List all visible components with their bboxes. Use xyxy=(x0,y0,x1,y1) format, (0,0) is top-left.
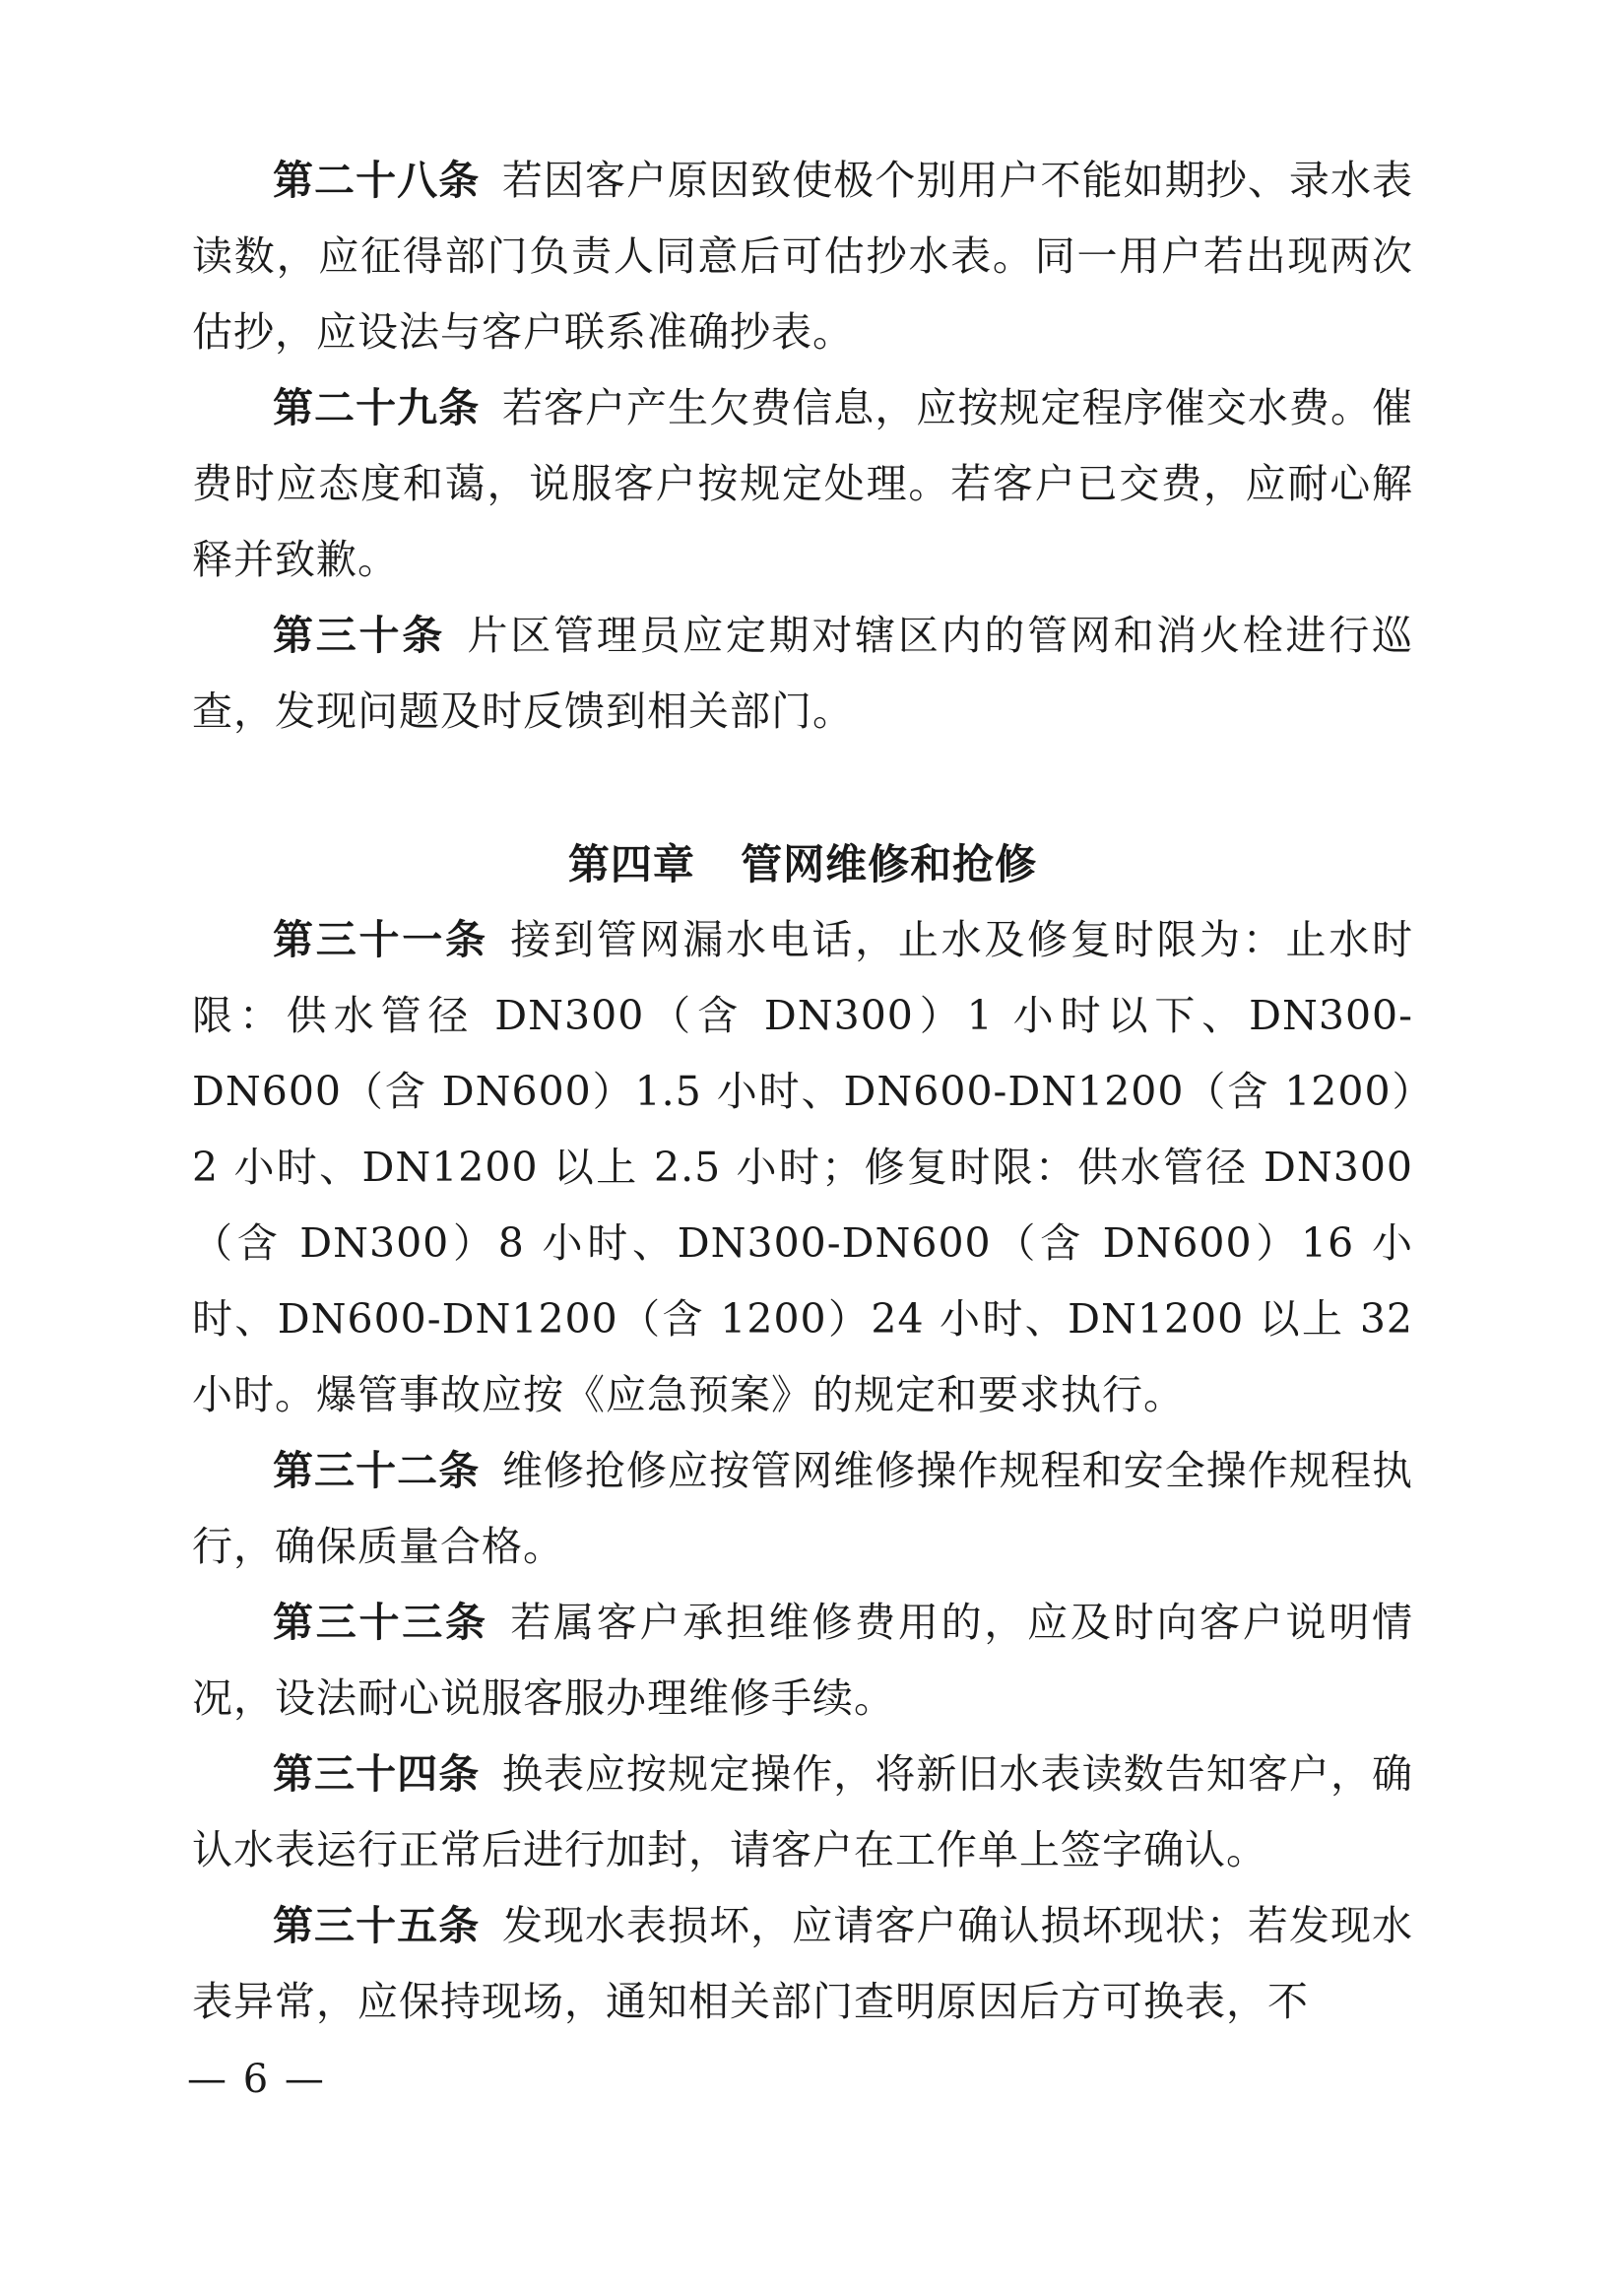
article-34 xyxy=(192,1737,1413,1888)
chapter-number: 第四章 xyxy=(567,840,695,888)
article-32 xyxy=(192,1433,1413,1585)
article-text: 片区管理员应定期对辖区内的管网和消火栓进行巡查，发现问题及时反馈到相关部门。 xyxy=(192,612,1413,735)
chapter-heading xyxy=(192,826,1413,902)
article-30 xyxy=(192,598,1413,750)
article-text: 换表应按规定操作，将新旧水表读数告知客户，确认水表运行正常后进行加封，请客户在工作单上签字确认。 xyxy=(192,1750,1413,1873)
article-text: 若客户产生欠费信息，应按规定程序催交水费。催费时应态度和蔼，说服客户按规定处理。若客户已交费，应耐心解释并致歉。 xyxy=(192,384,1413,583)
page-number: — 6 — xyxy=(187,2057,326,2102)
article-text: 发现水表损坏，应请客户确认损坏现状；若发现水表异常，应保持现场，通知相关部门查明原因后方可换表，不 xyxy=(192,1902,1413,2025)
article-number: 第三十五条 xyxy=(273,1902,481,1949)
article-text: 若属客户承担维修费用的，应及时向客户说明情况，设法耐心说服客服办理维修手续。 xyxy=(192,1599,1414,1722)
article-number: 第三十四条 xyxy=(273,1750,481,1798)
article-text: 若因客户原因致使极个别用户不能如期抄、录水表读数，应征得部门负责人同意后可估抄水表。同一用户若出现两次估抄，应设法与客户联系准确抄表。 xyxy=(192,157,1413,356)
article-35 xyxy=(192,1888,1413,2040)
article-33 xyxy=(192,1585,1413,1737)
article-31 xyxy=(192,902,1413,1433)
article-number: 第二十九条 xyxy=(273,384,481,431)
article-number: 第三十一条 xyxy=(273,916,488,963)
article-number: 第三十二条 xyxy=(273,1447,481,1494)
article-number: 第三十条 xyxy=(273,612,445,659)
article-text: 维修抢修应按管网维修操作规程和安全操作规程执行，确保质量合格。 xyxy=(192,1447,1413,1570)
article-number: 第二十八条 xyxy=(273,157,481,204)
article-number: 第三十三条 xyxy=(273,1599,488,1646)
document-body xyxy=(192,143,1413,2040)
article-28 xyxy=(192,143,1413,370)
chapter-title: 管网维修和抢修 xyxy=(741,840,1038,888)
article-29 xyxy=(192,370,1413,598)
article-text: 接到管网漏水电话，止水及修复时限为：止水时限：供水管径 DN300（含 DN300）1 小时以下、DN300-DN600（含 DN600）1.5 小时、DN600-DN1200（含 1200）2 小时、DN1200 以上 2.5 小时；修复时限：供水管径 DN300（含 DN300）8 小时、DN300-DN600（含 DN600）16 小时、DN600-DN1200（含 1200）24 小时、DN1200 以上 32 小时。爆管事故应按《应急预案》的规定和要求执行。 xyxy=(192,916,1414,1418)
